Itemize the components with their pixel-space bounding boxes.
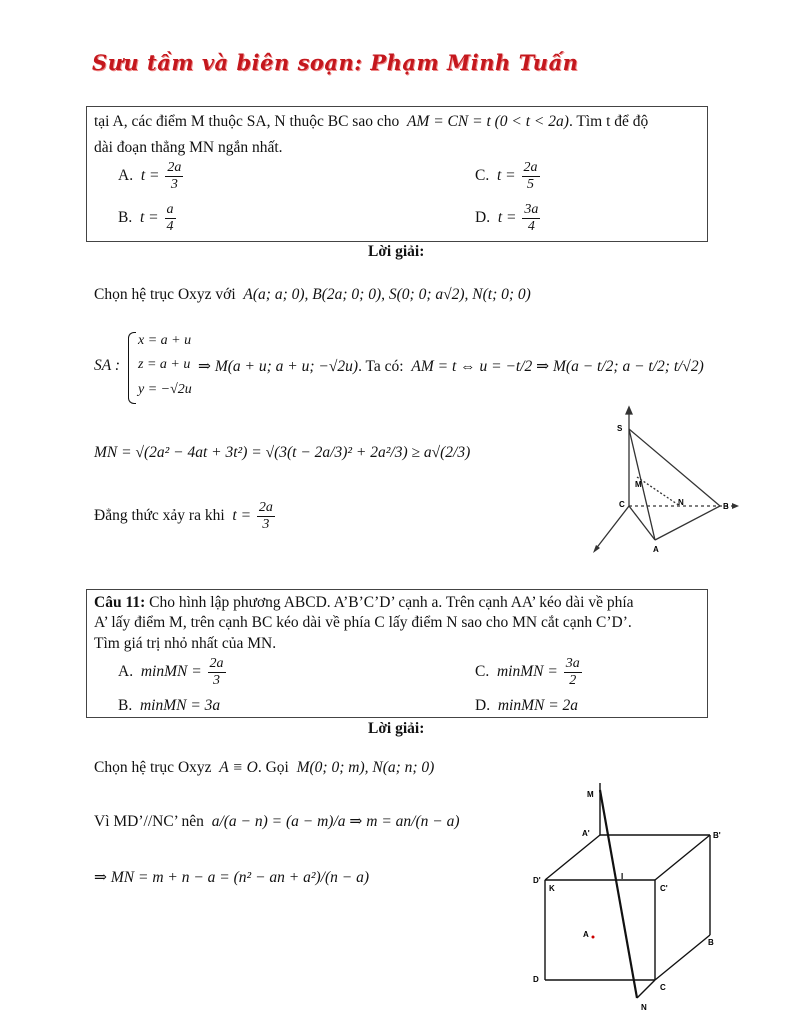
sol2-l2-text: Vì MD’//NC’ nên: [94, 813, 204, 830]
sol2-l1-points: M(0; 0; m), N(a; n; 0): [296, 759, 435, 776]
option-lhs: minMN =: [496, 663, 558, 681]
sol2-l1-goi: . Gọi: [257, 759, 289, 776]
label-m: M: [635, 480, 642, 489]
edge-cn: [637, 980, 655, 998]
am-expression: AM = t ⇔ u = −t/2 ⇒ M(a − t/2; a − t/2; t/√2): [411, 358, 704, 375]
option-letter: C.: [475, 663, 490, 681]
option-letter: B.: [118, 209, 133, 227]
y-axis-arrow: [593, 545, 600, 553]
denominator: 4: [166, 219, 174, 234]
fraction: [257, 500, 275, 533]
option-lhs: t =: [139, 209, 159, 227]
denominator: 3: [213, 673, 221, 688]
equality-text: Đẳng thức xảy ra khi: [94, 507, 225, 525]
numerator: 2a: [523, 160, 538, 175]
pyramid-figure: [585, 405, 745, 560]
denominator: 3: [262, 517, 270, 532]
solution-2-title: Lời giải:: [368, 720, 425, 737]
q11-line2: A’ lấy điểm M, trên cạnh BC kéo dài về phía C lấy điểm N sao cho MN cắt cạnh C’D’.: [94, 614, 632, 631]
z-axis-arrow: [626, 407, 632, 414]
sol1-l1-text: Chọn hệ trục Oxyz với: [94, 286, 236, 303]
sa-eq1: x = a + u: [138, 333, 192, 348]
ta-co: . Ta có:: [358, 358, 404, 375]
edge-d1a1: [545, 835, 600, 880]
label-n: N: [641, 1003, 647, 1012]
numerator: a: [166, 202, 174, 217]
option-lhs: t =: [497, 209, 517, 227]
label-b: B: [723, 502, 729, 511]
q11-line3: Tìm giá trị nhỏ nhất của MN.: [94, 635, 277, 652]
option-letter: D.: [475, 697, 491, 714]
label-a: A: [653, 545, 659, 554]
label-b: B: [708, 938, 714, 947]
solution-2-line1: [94, 759, 434, 777]
equality-line: [94, 500, 277, 533]
option-letter: A.: [118, 663, 134, 681]
option-letter: C.: [475, 167, 490, 185]
fraction: [208, 656, 226, 689]
denominator: 3: [170, 177, 178, 192]
solution-2-line2: [94, 812, 460, 831]
q10-option-c: [475, 160, 542, 193]
sa-label: SA :: [94, 357, 120, 374]
solution-1-line1: [94, 286, 531, 304]
label-d-prime: D': [533, 876, 541, 885]
denominator: 5: [527, 177, 534, 192]
sa-eq2: z = a + u: [138, 357, 191, 372]
option-letter: A.: [118, 167, 134, 185]
q10-line1: [94, 113, 648, 131]
option-letter: B.: [118, 697, 133, 714]
y-axis: [595, 506, 629, 550]
label-m: M: [587, 790, 594, 799]
edge-sb: [629, 429, 720, 506]
label-n: N: [678, 498, 684, 507]
label-a-prime: A': [582, 829, 590, 838]
option-value: minMN = 2a: [497, 697, 579, 714]
edge-ab: [655, 506, 720, 540]
mn-expression: MN = √(2a² − 4at + 3t²) = √(3(t − 2a/3)² + 2a²/3) ≥ a√(2/3): [94, 444, 471, 461]
sol1-l1-coords: A(a; a; 0), B(2a; 0; 0), S(0; 0; a√2), N(t; 0; 0): [243, 286, 531, 303]
system-brace: [128, 332, 136, 404]
edge-cb: [655, 935, 710, 980]
edge-c1b1: [655, 835, 710, 880]
sa-eq3: y = −√2u: [138, 382, 192, 397]
sa-result: [198, 357, 704, 376]
q11-line1: [94, 594, 634, 612]
sol2-l2-ratio: a/(a − n) = (a − m)/a ⇒ m = an/(n − a): [211, 813, 460, 830]
option-value: minMN = 3a: [139, 697, 221, 714]
point-a: [592, 936, 595, 939]
option-lhs: minMN =: [140, 663, 202, 681]
q10-line2: dài đoạn thẳng MN ngắn nhất.: [94, 139, 283, 156]
cube-figure: [525, 760, 740, 1015]
label-a: A: [583, 930, 589, 939]
q11-line1-text: Cho hình lập phương ABCD. A’B’C’D’ cạnh a. Trên cạnh AA’ kéo dài về phía: [149, 594, 634, 611]
fraction: [165, 202, 176, 235]
equality-lhs: t =: [232, 507, 252, 525]
fraction: [564, 656, 582, 689]
option-letter: D.: [475, 209, 491, 227]
q11-option-c: [475, 656, 584, 689]
m-expression: ⇒ M(a + u; a + u; −√2u): [198, 358, 359, 375]
fraction: [165, 160, 183, 193]
q10-line1-text: tại A, các điểm M thuộc SA, N thuộc BC sao cho: [94, 113, 400, 130]
sol2-l1-origin: A ≡ O: [219, 759, 258, 776]
denominator: 2: [569, 673, 577, 688]
segment-mn: [600, 790, 637, 998]
x-axis-arrow: [732, 503, 739, 509]
numerator: 2a: [167, 160, 182, 175]
label-b-prime: B': [713, 831, 721, 840]
q10-line1-end: . Tìm t để độ: [568, 113, 649, 130]
fraction: [522, 160, 540, 193]
numerator: 3a: [565, 656, 580, 671]
fraction: [522, 202, 540, 235]
q10-option-b: [118, 202, 178, 235]
option-lhs: t =: [496, 167, 516, 185]
q11-option-d: [475, 697, 578, 715]
numerator: 3a: [524, 202, 539, 217]
option-lhs: t =: [140, 167, 160, 185]
label-c: C: [619, 500, 625, 509]
q11-option-b: [118, 697, 220, 715]
label-s: S: [617, 424, 623, 433]
label-d: D: [533, 975, 539, 984]
sol2-l1-text: Chọn hệ trục Oxyz: [94, 759, 212, 776]
q10-option-d: [475, 202, 542, 235]
label-i: I: [621, 872, 624, 881]
q10-condition: AM = CN = t (0 < t < 2a): [406, 113, 569, 130]
label-c-prime: C': [660, 884, 668, 893]
denominator: 4: [527, 219, 535, 234]
q11-label: Câu 11:: [94, 594, 146, 611]
numerator: 2a: [258, 500, 273, 515]
q10-option-a: [118, 160, 185, 193]
solution-1-title: Lời giải:: [368, 243, 425, 260]
page-header: Sưu tầm và biên soạn: Phạm Minh Tuấn: [92, 50, 579, 75]
label-c: C: [660, 983, 666, 992]
numerator: 2a: [209, 656, 224, 671]
q11-option-a: [118, 656, 228, 689]
solution-2-line3: ⇒ MN = m + n − a = (n² − an + a²)/(n − a): [94, 869, 370, 886]
label-k: K: [549, 884, 555, 893]
